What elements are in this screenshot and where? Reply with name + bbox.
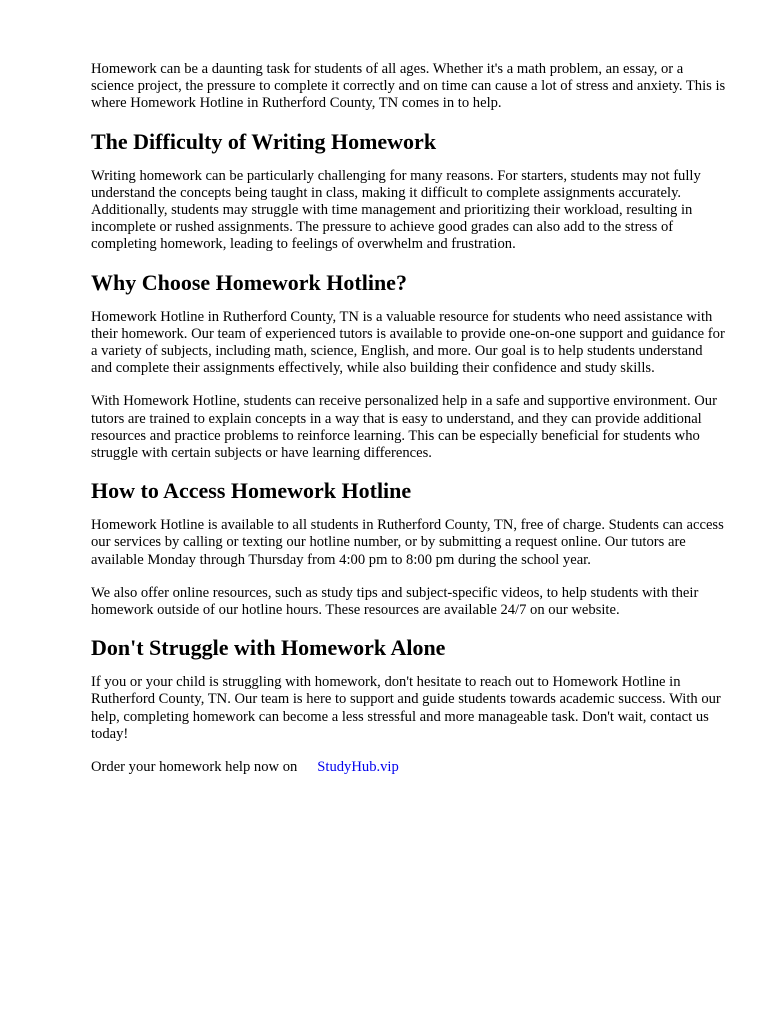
- order-text: Order your homework help now on: [91, 759, 298, 776]
- paragraph-why-choose-2: With Homework Hotline, students can receive personalized help in a safe and supportive environment. Our tutors are trained to explain concepts in a way that is easy to understand, and they can provide additional resources and practice problems to reinforce learning. This can be especially beneficial for students who struggle with certain subjects or have learning differences.: [91, 393, 717, 462]
- heading-why-choose: Why Choose Homework Hotline?: [91, 269, 407, 295]
- intro-paragraph: Homework can be a daunting task for students of all ages. Whether it's a math problem, an essay, or a science project, the pressure to complete it correctly and on time can cause a lot of stress and anxiety. This is where Homework Hotline in Rutherford County, TN comes in to help.: [91, 61, 726, 112]
- studyhub-link[interactable]: StudyHub.vip: [317, 759, 399, 776]
- heading-how-to-access: How to Access Homework Hotline: [91, 478, 412, 504]
- heading-dont-struggle: Don't Struggle with Homework Alone: [91, 635, 446, 661]
- paragraph-how-to-access-1: Homework Hotline is available to all students in Rutherford County, TN, free of charge. Students can access our services by calling or texting our hotline number, or by submitting a request online. Our tutors are available Monday through Thursday from 4:00 pm to 8:00 pm during the school year.: [91, 517, 724, 568]
- paragraph-how-to-access-2: We also offer online resources, such as study tips and subject-specific videos, to help students with their homework outside of our hotline hours. These resources are available 24/7 on our website.: [91, 584, 699, 619]
- paragraph-why-choose-1: Homework Hotline in Rutherford County, TN is a valuable resource for students who need assistance with their homework. Our team of experienced tutors is available to provide one-on-one support and guidance for a variety of subjects, including math, science, English, and more. Our goal is to help students understand and complete their assignments effectively, while also building their confidence and study skills.: [91, 308, 725, 377]
- order-line: [91, 759, 727, 776]
- paragraph-difficulty: Writing homework can be particularly challenging for many reasons. For starters, students may not fully understand the concepts being taught in class, making it difficult to complete assignments accurately. Additionally, students may struggle with time management and prioritizing their workload, resulting in incomplete or rushed assignments. The pressure to achieve good grades can also add to the stress of completing homework, leading to feelings of overwhelm and frustration.: [91, 167, 701, 253]
- document-page: [91, 61, 727, 792]
- paragraph-dont-struggle: If you or your child is struggling with homework, don't hesitate to reach out to Homework Hotline in Rutherford County, TN. Our team is here to support and guide students towards academic success. With our help, completing homework can become a less stressful and more manageable task. Don't wait, contact us today!: [91, 674, 721, 742]
- heading-difficulty: The Difficulty of Writing Homework: [91, 128, 437, 154]
